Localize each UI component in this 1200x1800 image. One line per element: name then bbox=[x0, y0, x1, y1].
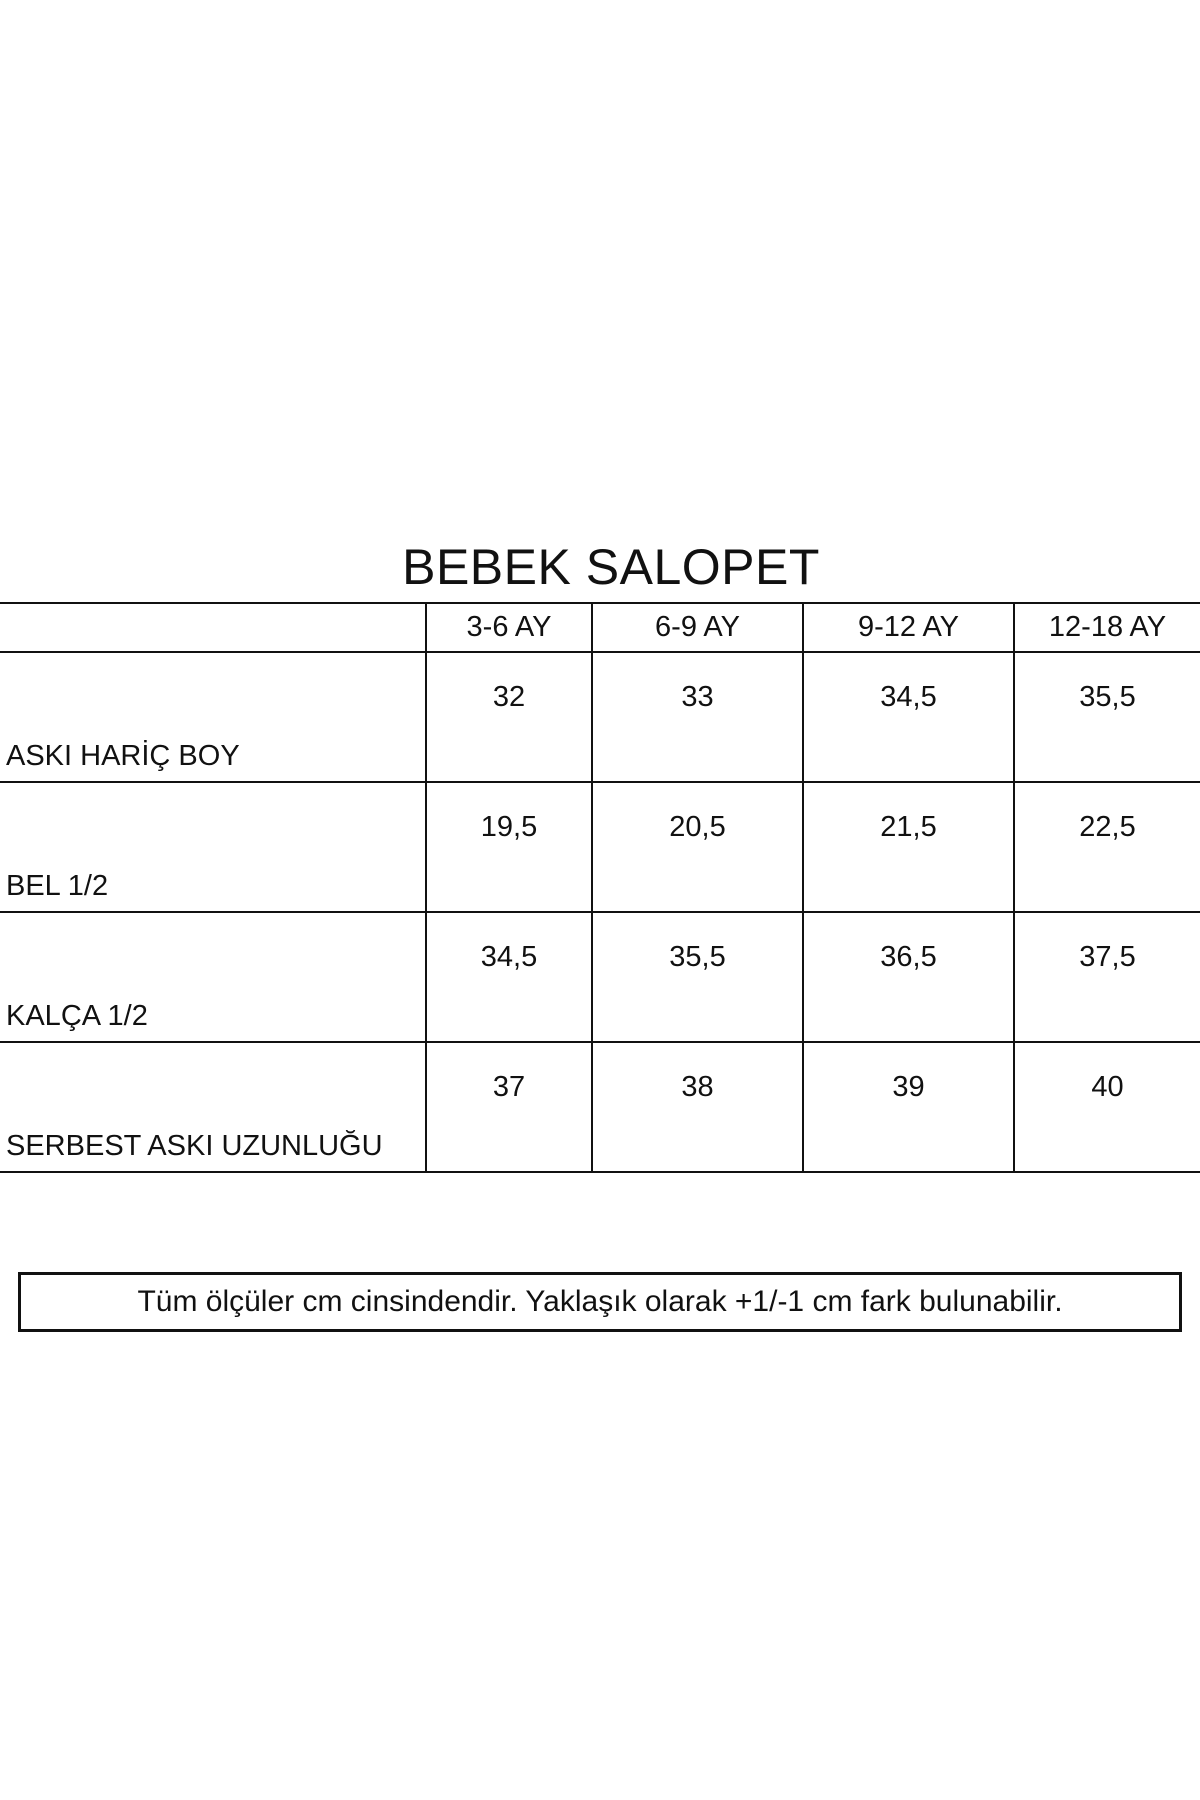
table-cell: 35,5 bbox=[1014, 652, 1200, 782]
table-cell: 33 bbox=[592, 652, 803, 782]
table-cell: 32 bbox=[426, 652, 592, 782]
table-cell: 20,5 bbox=[592, 782, 803, 912]
row-label: KALÇA 1/2 bbox=[0, 912, 426, 1042]
table-cell: 34,5 bbox=[803, 652, 1014, 782]
page-title: BEBEK SALOPET bbox=[402, 539, 820, 595]
table-cell: 19,5 bbox=[426, 782, 592, 912]
table-cell: 39 bbox=[803, 1042, 1014, 1172]
table-row bbox=[0, 912, 1200, 1042]
table-cell: 34,5 bbox=[426, 912, 592, 1042]
row-label: ASKI HARİÇ BOY bbox=[0, 652, 426, 782]
table-cell: 40 bbox=[1014, 1042, 1200, 1172]
row-label: SERBEST ASKI UZUNLUĞU bbox=[0, 1042, 426, 1172]
table-row bbox=[0, 1042, 1200, 1172]
table-cell: 37,5 bbox=[1014, 912, 1200, 1042]
header-cell-empty bbox=[0, 603, 426, 652]
row-label: BEL 1/2 bbox=[0, 782, 426, 912]
measurement-note bbox=[18, 1272, 1182, 1332]
measurement-note-text: Tüm ölçüler cm cinsindendir. Yaklaşık olarak +1/-1 cm fark bulunabilir. bbox=[137, 1285, 1063, 1318]
table-cell: 37 bbox=[426, 1042, 592, 1172]
header-cell-3-6-ay: 3-6 AY bbox=[426, 603, 592, 652]
table-cell: 35,5 bbox=[592, 912, 803, 1042]
table-row bbox=[0, 782, 1200, 912]
table-cell: 22,5 bbox=[1014, 782, 1200, 912]
size-table bbox=[0, 602, 1200, 1173]
table-cell: 21,5 bbox=[803, 782, 1014, 912]
table-header-row bbox=[0, 603, 1200, 652]
header-cell-6-9-ay: 6-9 AY bbox=[592, 603, 803, 652]
header-cell-12-18-ay: 12-18 AY bbox=[1014, 603, 1200, 652]
table-row bbox=[0, 652, 1200, 782]
header-cell-9-12-ay: 9-12 AY bbox=[803, 603, 1014, 652]
table-cell: 38 bbox=[592, 1042, 803, 1172]
table-cell: 36,5 bbox=[803, 912, 1014, 1042]
